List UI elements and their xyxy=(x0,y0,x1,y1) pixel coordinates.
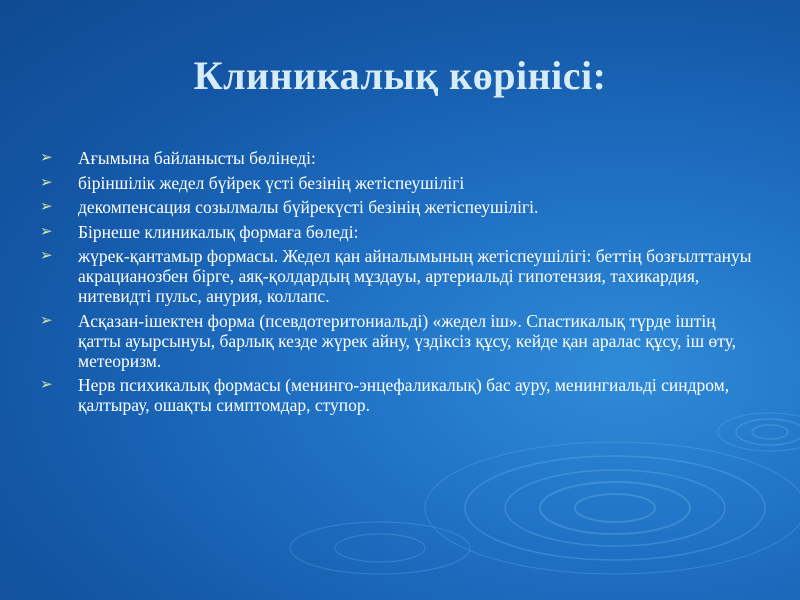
slide-title: Клиникалық көрінісі: xyxy=(193,53,607,98)
bullet-text: Ағымына байланысты бөлінеді: xyxy=(78,148,316,168)
arrowhead-bullet-icon: ➢ xyxy=(40,223,53,240)
arrowhead-bullet-icon: ➢ xyxy=(40,199,53,215)
list-item xyxy=(40,222,760,242)
bullet-text: Нерв психикалық формасы (менинго-энцефаликалық) бас ауру, менингиальді синдром, қалтырау, ошақты симптомдар, ступор. xyxy=(78,375,730,415)
list-item xyxy=(40,311,760,371)
bullet-text: Асқазан-ішектен форма (псевдотеритониальді) «жедел іш». Спастикалық түрде іштің қатты ауырсынуы, барлық кезде жүрек айну, үздіксіз құсу, кейде қан аралас құсу, іш өту, метеоризм. xyxy=(78,310,737,371)
arrowhead-bullet-icon: ➢ xyxy=(40,248,53,264)
arrowhead-bullet-icon: ➢ xyxy=(40,150,53,166)
bullet-list xyxy=(40,148,760,420)
list-item xyxy=(40,375,760,415)
arrowhead-bullet-icon: ➢ xyxy=(40,174,53,191)
bullet-text: жүрек-қантамыр формасы. Жедел қан айналымының жетіспеушілігі: беттің бозғылттануы акрацианозбен бірге, аяқ-қолдардың мұздауы, артериальді гипотензия, тахикардия, нитевидті пульс, анурия, коллапс. xyxy=(78,246,752,306)
list-item xyxy=(40,173,760,193)
list-item xyxy=(40,148,760,168)
arrowhead-bullet-icon: ➢ xyxy=(40,312,53,329)
list-item xyxy=(40,246,760,306)
list-item xyxy=(40,197,760,217)
bullet-text: біріншілік жедел бүйрек үсті безінің жетіспеушілігі xyxy=(78,172,465,193)
arrowhead-bullet-icon: ➢ xyxy=(40,377,53,393)
bullet-text: декомпенсация созылмалы бүйрекүсті безінің жетіспеушілігі. xyxy=(78,197,539,217)
bullet-text: Бірнеше клиникалық формаға бөледі: xyxy=(78,221,359,242)
